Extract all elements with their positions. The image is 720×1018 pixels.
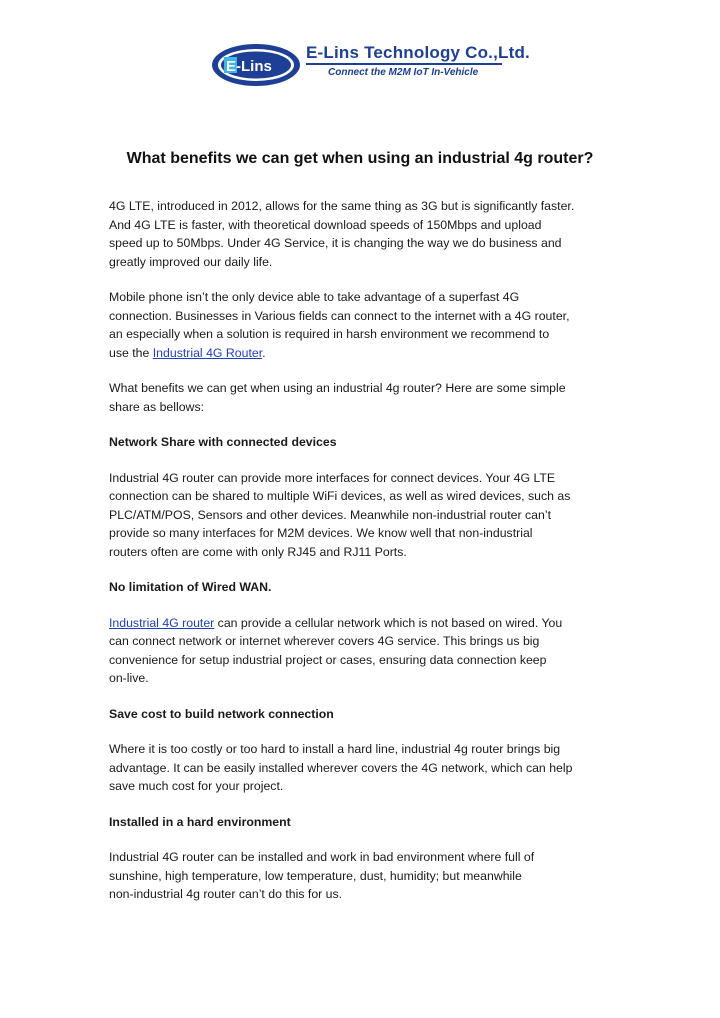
text-line: speed up to 50Mbps. Under 4G Service, it is changing the way we do business and [109, 236, 562, 250]
text-line: And 4G LTE is faster, with theoretical download speeds of 150Mbps and upload [109, 217, 542, 232]
text-line: greatly improved our daily life. [109, 254, 273, 269]
hard-environment-paragraph [109, 848, 614, 904]
section-heading-hard-environment: Installed in a hard environment [109, 814, 291, 829]
text-line: connection can be shared to multiple WiFi devices, as well as wired devices, such as [109, 489, 571, 503]
industrial-4g-router-link[interactable]: Industrial 4G Router [152, 345, 263, 360]
save-cost-paragraph [109, 740, 614, 796]
document-body [109, 197, 614, 921]
mobile-paragraph [109, 288, 614, 362]
text-line: share as bellows: [109, 399, 205, 414]
text-line: 4G LTE, introduced in 2012, allows for the same thing as 3G but is significantly faster. [109, 199, 575, 213]
text-line: What benefits we can get when using an industrial 4g router? Here are some simple [109, 381, 566, 395]
text-fragment: can provide a cellular network which is not based on wired. You [214, 615, 563, 630]
section-heading-save-cost: Save cost to build network connection [109, 706, 334, 721]
text-line: Where it is too costly or too hard to install a hard line, industrial 4g router brings big [109, 742, 561, 756]
section-heading-wired-wan: No limitation of Wired WAN. [109, 580, 272, 594]
text-line: convenience for setup industrial project or cases, ensuring data connection keep [109, 652, 547, 667]
intro-paragraph [109, 197, 614, 271]
text-fragment: use the [109, 345, 153, 360]
text-line: sunshine, high temperature, low temperature, dust, humidity; but meanwhile [109, 868, 522, 883]
industrial-4g-router-link[interactable]: Industrial 4G router [109, 615, 215, 630]
wired-wan-paragraph [109, 614, 614, 688]
text-line: non-industrial 4g router can’t do this for us. [109, 887, 343, 901]
text-line: routers often are come with only RJ45 and RJ11 Ports. [109, 544, 407, 559]
text-line: on-live. [109, 671, 149, 685]
text-line: Industrial 4G router can be installed and work in bad environment where full of [109, 850, 535, 864]
text-line: advantage. It can be easily installed wherever covers the 4G network, which can help [109, 760, 573, 775]
text-line: Industrial 4G router can provide more interfaces for connect devices. Your 4G LTE [109, 470, 556, 485]
company-tagline: Connect the M2M IoT In-Vehicle [328, 67, 479, 78]
text-line: can connect network or internet wherever covers 4G service. This brings us big [109, 634, 540, 648]
section-heading-network-share: Network Share with connected devices [109, 435, 337, 449]
logo-divider [306, 63, 502, 65]
company-logo [210, 40, 530, 90]
text-line: Mobile phone isn’t the only device able to take advantage of a superfast 4G [109, 290, 520, 304]
network-share-paragraph [109, 469, 614, 562]
company-name: E-Lins Technology Co.,Ltd. [306, 43, 530, 62]
text-fragment: . [262, 345, 266, 360]
logo-badge-text: E-Lins [226, 58, 272, 75]
text-line: provide so many interfaces for M2M devices. We know well that non-industrial [109, 526, 533, 540]
benefits-intro-paragraph [109, 379, 614, 416]
text-line: PLC/ATM/POS, Sensors and other devices. Meanwhile non-industrial router can’t [109, 507, 551, 522]
text-line [109, 344, 614, 363]
text-line: connection. Businesses in Various fields can connect to the internet with a 4G router, [109, 308, 570, 323]
text-line: save much cost for your project. [109, 779, 284, 793]
text-line: an especially when a solution is required in harsh environment we recommend to [109, 327, 550, 341]
text-line [109, 614, 614, 633]
document-title: What benefits we can get when using an industrial 4g router? [126, 150, 594, 167]
e-lins-logo-icon [210, 40, 306, 90]
